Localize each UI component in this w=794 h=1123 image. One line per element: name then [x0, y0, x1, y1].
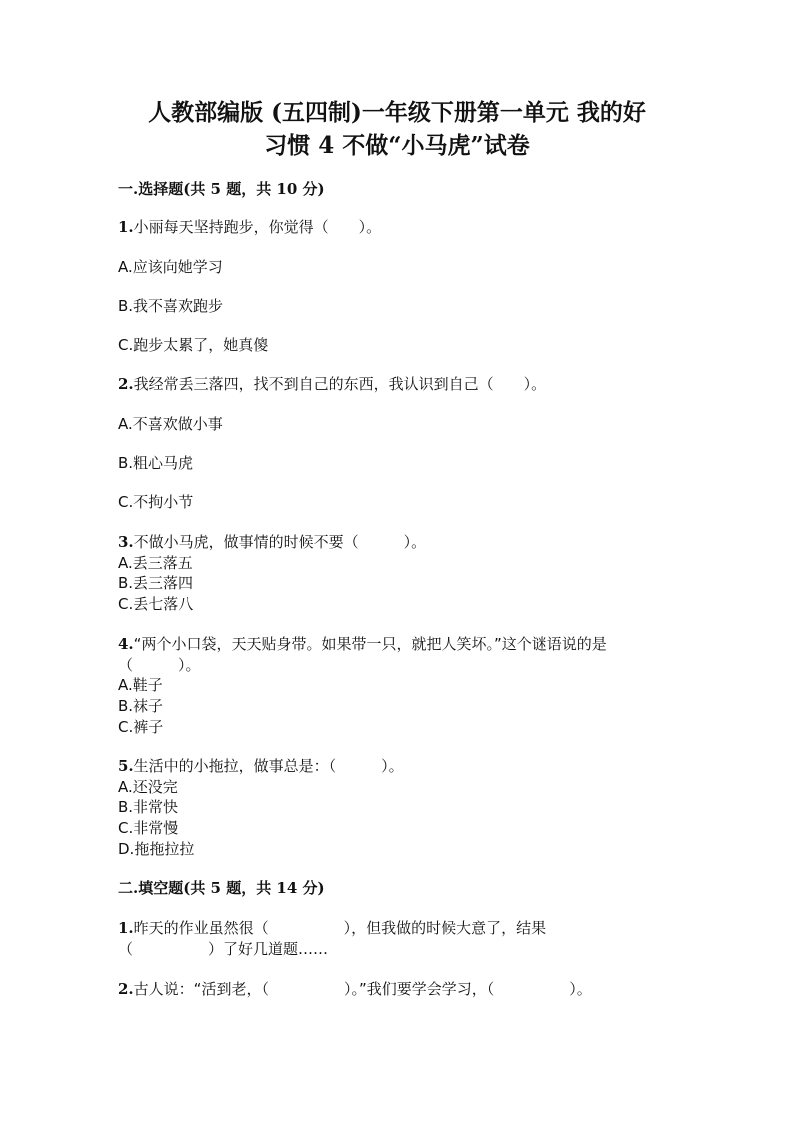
option-b: B.丢三落四 [118, 574, 194, 592]
fill-question-1 [118, 918, 688, 939]
choice-question-2 [118, 374, 688, 395]
fill-question-2 [118, 979, 688, 1000]
option-c: C.非常慢 [118, 819, 179, 837]
option-c: C.不拘小节 [118, 493, 194, 511]
question-number: 1. [118, 218, 134, 236]
option-a: A.应该向她学习 [118, 258, 223, 276]
choice-question-5 [118, 756, 688, 777]
option-b: B.我不喜欢跑步 [118, 297, 224, 315]
option-b: B.非常快 [118, 798, 179, 816]
option-c: C.丢七落八 [118, 595, 194, 613]
question-text-continued: （ ）了好几道题…… [118, 940, 329, 958]
option-b: B.粗心马虎 [118, 454, 194, 472]
option-c: C.裤子 [118, 718, 164, 736]
question-text: “两个小口袋，天天贴身带。如果带一只，就把人笑坏。”这个谜语说的是 [133, 635, 607, 653]
option-a: A.还没完 [118, 778, 178, 796]
section-heading-choice: 一.选择题(共 5 题，共 10 分) [118, 180, 325, 198]
choice-question-1 [118, 217, 688, 238]
choice-question-3 [118, 532, 688, 553]
option-d: D.拖拖拉拉 [118, 840, 195, 858]
option-a: A.丢三落五 [118, 554, 193, 572]
question-text: 生活中的小拖拉，做事总是：（ ）。 [133, 757, 404, 775]
question-text: 古人说：“活到老，（ ）。”我们要学会学习，（ ）。 [133, 980, 592, 998]
question-number: 2. [118, 375, 134, 393]
question-number: 5. [118, 757, 134, 775]
question-text: 小丽每天坚持跑步，你觉得（ ）。 [133, 218, 382, 236]
question-number: 3. [118, 533, 134, 551]
exam-title-line-1: 人教部编版 (五四制)一年级下册第一单元 我的好 [148, 99, 646, 126]
option-b: B.袜子 [118, 697, 164, 715]
choice-question-4 [118, 634, 688, 655]
question-number: 4. [118, 635, 134, 653]
question-text: 昨天的作业虽然很（ ），但我做的时候大意了，结果 [133, 919, 547, 937]
exam-title-line-2: 习惯 4 不做“小马虎”试卷 [264, 132, 530, 159]
question-text: 不做小马虎，做事情的时候不要（ ）。 [133, 533, 427, 551]
question-number: 2. [118, 980, 134, 998]
option-a: A.鞋子 [118, 676, 163, 694]
option-a: A.不喜欢做小事 [118, 415, 223, 433]
question-text-continued: （ ）。 [118, 656, 201, 674]
option-c: C.跑步太累了，她真傻 [118, 336, 269, 354]
section-heading-fill-blank: 二.填空题(共 5 题，共 14 分) [118, 879, 325, 897]
question-text: 我经常丢三落四，找不到自己的东西，我认识到自己（ ）。 [133, 375, 547, 393]
question-number: 1. [118, 919, 134, 937]
